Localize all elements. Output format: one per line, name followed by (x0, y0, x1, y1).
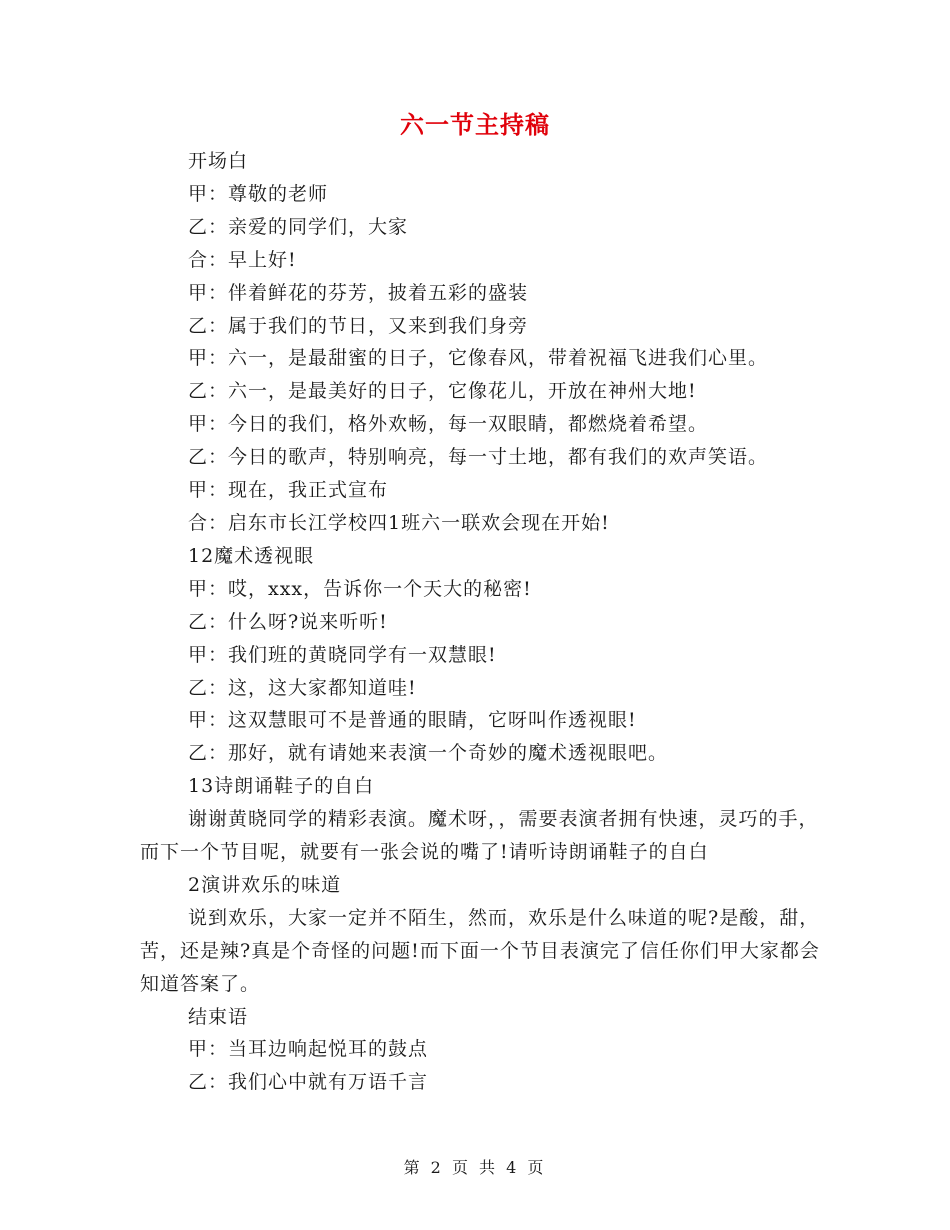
section-heading: 结束语 (188, 1005, 249, 1028)
dialogue-line: 乙：这，这大家都知道哇! (188, 676, 417, 699)
dialogue-line: 乙：今日的歌声，特别响亮，每一寸土地，都有我们的欢声笑语。 (188, 446, 769, 469)
dialogue-line: 甲：当耳边响起悦耳的鼓点 (188, 1038, 429, 1061)
section-heading: 13诗朗诵鞋子的自白 (188, 775, 375, 798)
paragraph: 说到欢乐，大家一定并不陌生，然而，欢乐是什么味道的呢?是酸，甜，苦，还是辣?真是个奇怪的问题!而下面一个节目表演完了信任你们甲大家都会知道答案了。 (140, 906, 820, 995)
dialogue-line: 甲：这双慧眼可不是普通的眼睛，它呀叫作透视眼! (188, 709, 637, 732)
dialogue-line: 合：早上好! (188, 248, 297, 271)
document-title: 六一节主持稿 (400, 110, 550, 139)
dialogue-line: 甲：哎，xxx，告诉你一个天大的秘密! (188, 577, 532, 600)
dialogue-line: 甲：今日的我们，格外欢畅，每一双眼睛，都燃烧着希望。 (188, 413, 709, 436)
dialogue-line: 乙：那好，就有请她来表演一个奇妙的魔术透视眼吧。 (188, 742, 669, 765)
dialogue-line: 乙：亲爱的同学们，大家 (188, 215, 409, 238)
dialogue-line: 甲：我们班的黄晓同学有一双慧眼! (188, 643, 497, 666)
dialogue-line: 乙：六一，是最美好的日子，它像花儿，开放在神州大地! (188, 380, 697, 403)
dialogue-line: 乙：什么呀?说来听听! (188, 610, 388, 633)
dialogue-line: 甲：尊敬的老师 (188, 182, 329, 205)
document-body (140, 145, 820, 1099)
section-heading: 12魔术透视眼 (188, 544, 315, 567)
dialogue-line: 甲：六一，是最甜蜜的日子，它像春风，带着祝福飞进我们心里。 (188, 347, 769, 370)
section-heading: 开场白 (188, 150, 249, 172)
dialogue-line: 甲：伴着鲜花的芬芳，披着五彩的盛装 (188, 281, 529, 304)
section-heading: 2演讲欢乐的味道 (188, 873, 342, 896)
page-footer: 第 2 页 共 4 页 (403, 1158, 547, 1177)
paragraph: 谢谢黄晓同学的精彩表演。魔术呀，，需要表演者拥有快速，灵巧的手，而下一个节目呢，就要有一张会说的嘴了!请听诗朗诵鞋子的自白 (140, 808, 819, 864)
dialogue-line: 合：启东市长江学校四1班六一联欢会现在开始! (188, 511, 610, 534)
dialogue-line: 乙：我们心中就有万语千言 (188, 1071, 429, 1094)
dialogue-line: 甲：现在，我正式宣布 (188, 479, 389, 502)
dialogue-line: 乙：属于我们的节日，又来到我们身旁 (188, 314, 529, 337)
